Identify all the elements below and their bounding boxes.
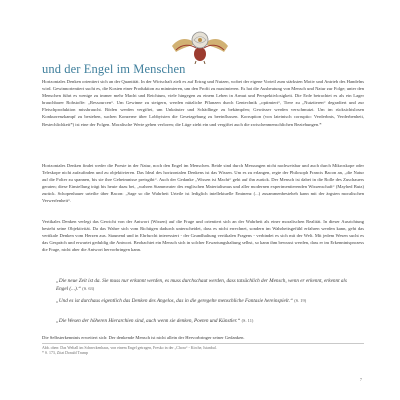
page-number: 7 xyxy=(359,377,362,382)
paragraph-horizontal-thinking xyxy=(42,78,364,128)
quote-reference: (S. 11) xyxy=(241,318,254,323)
paragraph-poetry-and-angel xyxy=(42,162,364,205)
paragraph-text: Horizontales Denken orientiert sich an der Quantität. In der Wirtschaft zielt es auf Ertrag und Nutzen, wobei der eigene Vorteil zum stärksten Motiv und Antrieb des Handelns wird. Gewinnorientiert sucht es, die Kosten einer Produktion zu minimieren, um den Profit zu maximieren. Es hat die Ausbeutung von Mensch und Natur zur Folge; unter den Menschen führt es wenige zu immer mehr Macht und Reichtum, viele hingegen zu einem Leben in Armut und Perspektivlosigkeit. Die Erde betrachtet es als ein Lager brauchbarer Rohstoffe: „Ressourcen“. Um Gewinne zu steigern, werden nützliche Pflanzen durch Gentechnik „optimiert“, Tiere zu „Nutztieren“ degradiert und zur Fleischproduktion missbraucht. Böden werden vergiftet, um Unkräuter und Schädlinge zu bekämpfen; Gewässer werden verschmutzt. Um im rücksichtslosen Konkurrenzkampf zu bestehen, suchen Konzerne über Lobbyisten die Gesetzgebung zu beeinflussen. Korruption (von lateinisch corruptio: Verderbnis, Verderbenheit, Bestechlichkeit*) ist eine der Folgen. Moralische Werte gehen verloren; die Lüge zieht ein und vergiftet auch die zwischenmenschlichen Beziehungen.* xyxy=(42,79,364,127)
quote-text: „Die neue Zeit ist da. Sie muss nur erkannt werden, es muss durchschaut werden, dass tatsächlich der Mensch, wenn er erkennt, erkennt als Engel (...).“ xyxy=(56,278,347,293)
paragraph-text: Horizontales Denken findet weder die Poesie in der Natur, noch den Engel im Menschen. Beide sind durch Messungen nicht nachweisbar und auch durch Mikroskope oder Teleskope nicht aufzufinden und zu objektivieren. Das Ideal des horizontalen Denkens ist das Wissen. Um es zu erlangen, regte der Philosoph Francis Bacon an, „die Natur auf die Folter zu spannen, bis sie ihre Geheimnisse preisgibt“. Auch der Gedanke „Wissen ist Macht“ geht auf ihn zurück. Der Mensch ist dabei in die Rolle des Zuschauers geraten; diese Einstellung trägt bis heute dazu bei, „wahren Stammvater des englischen Materialismus und aller modernen experimentierenden Wissenschaft“ (Mayhed Butz) zurück. Schopenhauer urteilte über Bacon: „Sage so die Wahrheit Urteile ist lediglich intellektuelle Eminenz (...) zusammenbesteheh kann mit der ärgsten moralischen Verwerfenheit“. xyxy=(42,163,364,204)
image-caption xyxy=(42,346,364,357)
quote-reference: (S. 19) xyxy=(294,298,307,303)
quote-1 xyxy=(56,278,356,294)
footnote-line: * S. 173, Zitat Donald Trump xyxy=(42,351,88,356)
paragraph-text: Vertikales Denken verlegt das Gewicht von der Antwort (Wissen) auf die Frage und orientiert sich an der Wahrheit als einer moralischen Realität. In dieser Ausrichtung besteht seine Objektivität. Da das Wahre sich vom Richtigen dadurch unterscheidet, dass es nicht errechnet, sondern im Wahrheitsgefühl erfahren werden kann, geht das vertikale Denken vom Herzen aus. Staunend und in Ehrfurcht interessiert - der Grundhaltung vertikalen Fragens - verbindet es sich mit der Welt. Mit jedem Wesen sucht es das Gespräch und erwartet geduldig die Antwort. Beobachtet ein Mensch sich in solcher Erwartungshaltung selbst, so kann ihm bewusst werden, dass er im Erkenntnisprozess die Frage, nicht aber die Antwort hervorbringen kann. xyxy=(42,219,364,253)
caption-line: Abb. oben: Das Weltall im Schneckenhaus, von einem Engel getragen, Fresko in der „Chora“ - Kirche, Istanbul. xyxy=(42,346,217,350)
paragraph-vertical-thinking xyxy=(42,218,364,253)
quote-text: „Die Wesen der höheren Hierarchien sind, auch wenn sie denken, Poeten und Künstler.“ xyxy=(56,318,241,324)
divider xyxy=(42,343,364,344)
angel-fresco-icon xyxy=(166,30,234,64)
quote-text: „Und es ist durchaus eigentlich das Denken des Angelos, das in die geregelte menschliche Fantasie hereinspielt.“ xyxy=(56,298,293,304)
conclusion-text: Die Selbsterkenntnis erweitert sich: Der denkende Mensch ist nicht allein der Hervorbringer seiner Gedanken. xyxy=(42,335,245,340)
quote-2 xyxy=(56,297,356,305)
page-title: und der Engel im Menschen xyxy=(42,62,186,76)
quote-reference: (S. 63) xyxy=(82,286,95,292)
quote-3 xyxy=(56,317,356,325)
